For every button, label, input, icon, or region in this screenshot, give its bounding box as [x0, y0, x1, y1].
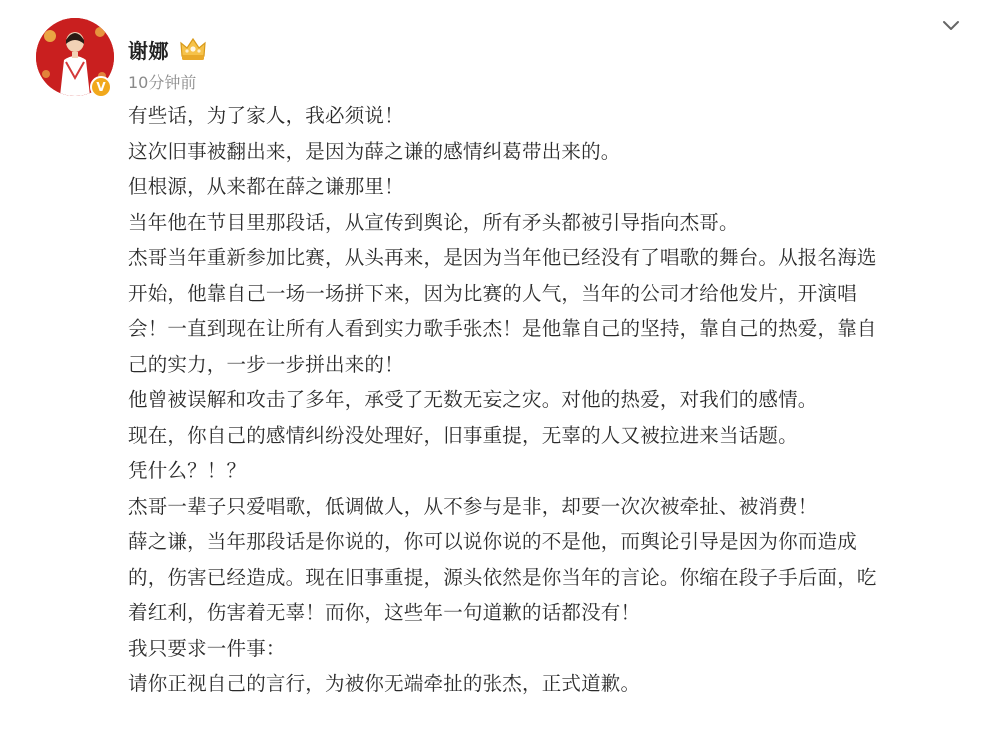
content-line: 但根源，从来都在薛之谦那里！ [128, 175, 404, 198]
content-line: 着红利，伤害着无辜！而你，这些年一句道歉的话都没有！ [128, 601, 641, 624]
content-line: 我只要求一件事： [128, 636, 286, 660]
chevron-down-icon[interactable] [941, 16, 961, 36]
content-line: 现在，你自己的感情纠纷没处理好，旧事重提，无辜的人又被拉进来当话题。 [128, 423, 798, 447]
verified-v-icon: V [90, 76, 112, 98]
content-line: 他曾被误解和攻击了多年，承受了无数无妄之灾。对他的热爱，对我们的感情。 [128, 388, 818, 411]
content-line: 当年他在节目里那段话，从宣传到舆论，所有矛头都被引导指向杰哥。 [128, 210, 739, 234]
content-line: 有些话，为了家人，我必须说！ [128, 104, 404, 127]
content-line: 己的实力，一步一步拼出来的！ [128, 352, 404, 376]
crown-icon[interactable] [179, 36, 207, 62]
content-line: 的，伤害已经造成。现在旧事重提，源头依然是你当年的言论。你缩在段子手后面，吃 [128, 565, 877, 589]
content-line: 凭什么？！？ [128, 459, 247, 482]
content-line: 薛之谦，当年那段话是你说的，你可以说你说的不是他，而舆论引导是因为你而造成 [128, 530, 857, 553]
post-content [128, 98, 958, 702]
post-time: 10分钟前 [128, 73, 197, 92]
author-name[interactable]: 谢娜 [128, 38, 169, 63]
content-line: 开始，他靠自己一场一场拼下来，因为比赛的人气，当年的公司才给他发片，开演唱 [128, 281, 857, 305]
content-line: 会！一直到现在让所有人看到实力歌手张杰！是他靠自己的坚持，靠自己的热爱，靠自 [128, 317, 877, 340]
content-line: 请你正视自己的言行，为被你无端牵扯的张杰，正式道歉。 [128, 672, 641, 695]
content-line: 这次旧事被翻出来，是因为薛之谦的感情纠葛带出来的。 [128, 139, 621, 163]
content-line: 杰哥一辈子只爱唱歌，低调做人，从不参与是非，却要一次次被牵扯、被消费！ [128, 494, 818, 518]
content-line: 杰哥当年重新参加比赛，从头再来，是因为当年他已经没有了唱歌的舞台。从报名海选 [128, 246, 877, 269]
author-row [128, 34, 207, 64]
avatar[interactable] [36, 18, 116, 98]
